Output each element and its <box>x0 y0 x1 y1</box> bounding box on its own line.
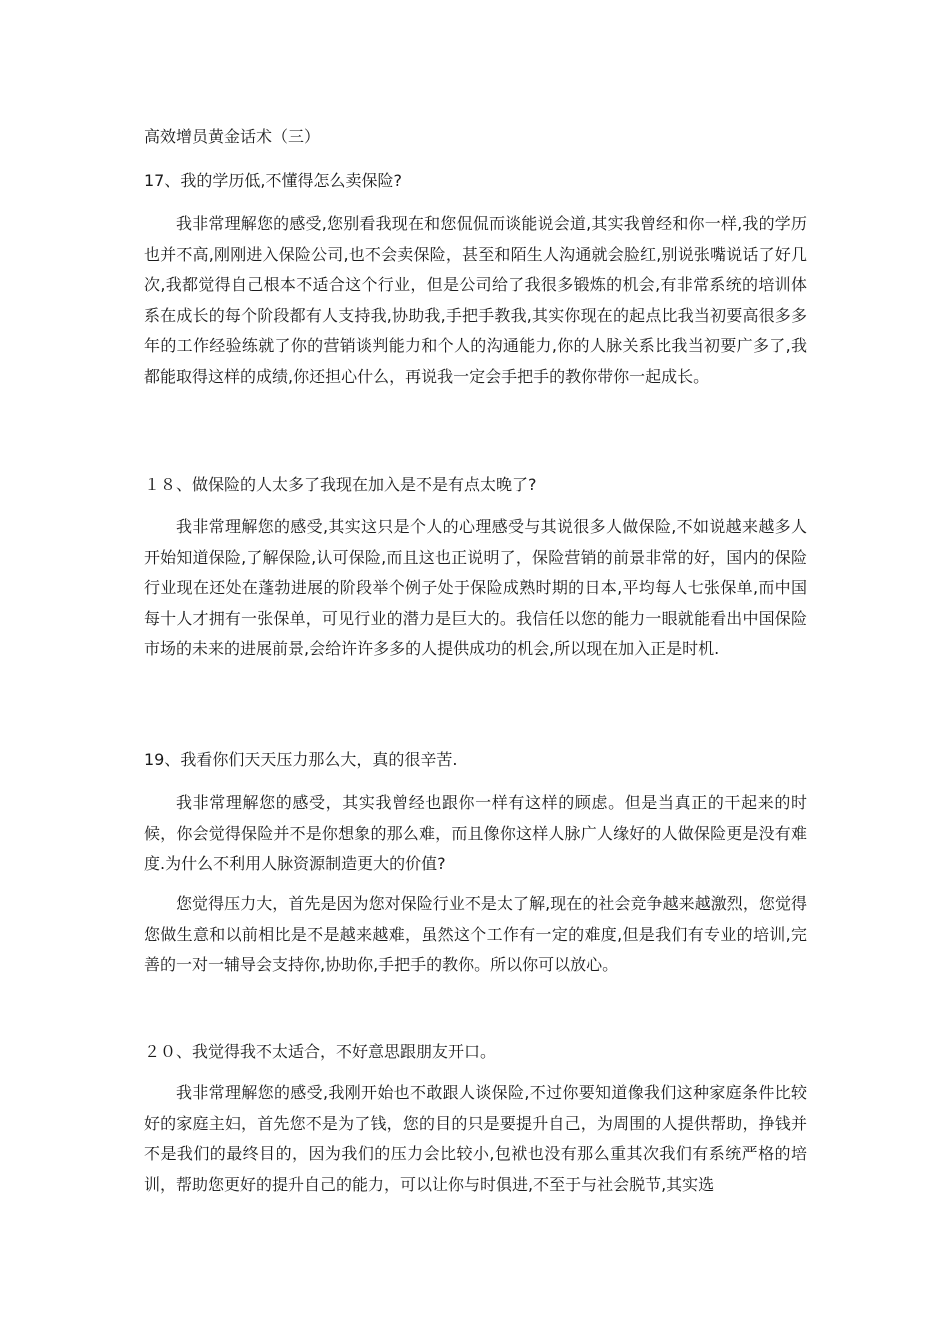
question-19: 19、我看你们天天压力那么大，真的很辛苦. <box>144 750 458 769</box>
question-18: １８、做保险的人太多了我现在加入是不是有点太晚了? <box>144 475 537 494</box>
answer-17: 我非常理解您的感受,您别看我现在和您侃侃而谈能说会道,其实我曾经和你一样,我的学历也并不高,刚刚进入保险公司,也不会卖保险，甚至和陌生人沟通就会脸红,别说张嘴说话了好几次,我都觉得自己根本不适合这个行业，但是公司给了我很多锻炼的机会,有非常系统的培训体系在成长的每个阶段都有人支持我,协助我,手把手教我,其实你现在的起点比我当初要高很多多年的工作经验练就了你的营销谈判能力和个人的沟通能力,你的人脉关系比我当初要广多了,我都能取得这样的成绩,你还担心什么，再说我一定会手把手的教你带你一起成长。 <box>144 214 807 386</box>
question-20: ２０、我觉得我不太适合，不好意思跟朋友开口。 <box>144 1042 497 1061</box>
question-17: 17、我的学历低,不懂得怎么卖保险? <box>144 171 402 190</box>
answer-19-part-2: 您觉得压力大，首先是因为您对保险行业不是太了解,现在的社会竞争越来越激烈，您觉得您做生意和以前相比是不是越来越难，虽然这个工作有一定的难度,但是我们有专业的培训,完善的一对一辅导会支持你,协助你,手把手的教你。所以你可以放心。 <box>144 894 807 974</box>
document-title: 高效增员黄金话术（三） <box>144 127 321 146</box>
answer-19-part-1: 我非常理解您的感受，其实我曾经也跟你一样有这样的顾虑。但是当真正的干起来的时候，你会觉得保险并不是你想象的那么难，而且像你这样人脉广人缘好的人做保险更是没有难度.为什么不利用人脉资源制造更大的价值? <box>144 793 807 873</box>
answer-18: 我非常理解您的感受,其实这只是个人的心理感受与其说很多人做保险,不如说越来越多人开始知道保险,了解保险,认可保险,而且这也正说明了，保险营销的前景非常的好，国内的保险行业现在还处在蓬勃进展的阶段举个例子处于保险成熟时期的日本,平均每人七张保单,而中国每十人才拥有一张保单，可见行业的潜力是巨大的。我信任以您的能力一眼就能看出中国保险市场的未来的进展前景,会给许许多多的人提供成功的机会,所以现在加入正是时机. <box>144 517 807 658</box>
answer-20: 我非常理解您的感受,我刚开始也不敢跟人谈保险,不过你要知道像我们这种家庭条件比较好的家庭主妇，首先您不是为了钱，您的目的只是要提升自己，为周围的人提供帮助，挣钱并不是我们的最终目的，因为我们的压力会比较小,包袱也没有那么重其次我们有系统严格的培训，帮助您更好的提升自己的能力，可以让你与时俱进,不至于与社会脱节,其实选 <box>144 1083 807 1194</box>
